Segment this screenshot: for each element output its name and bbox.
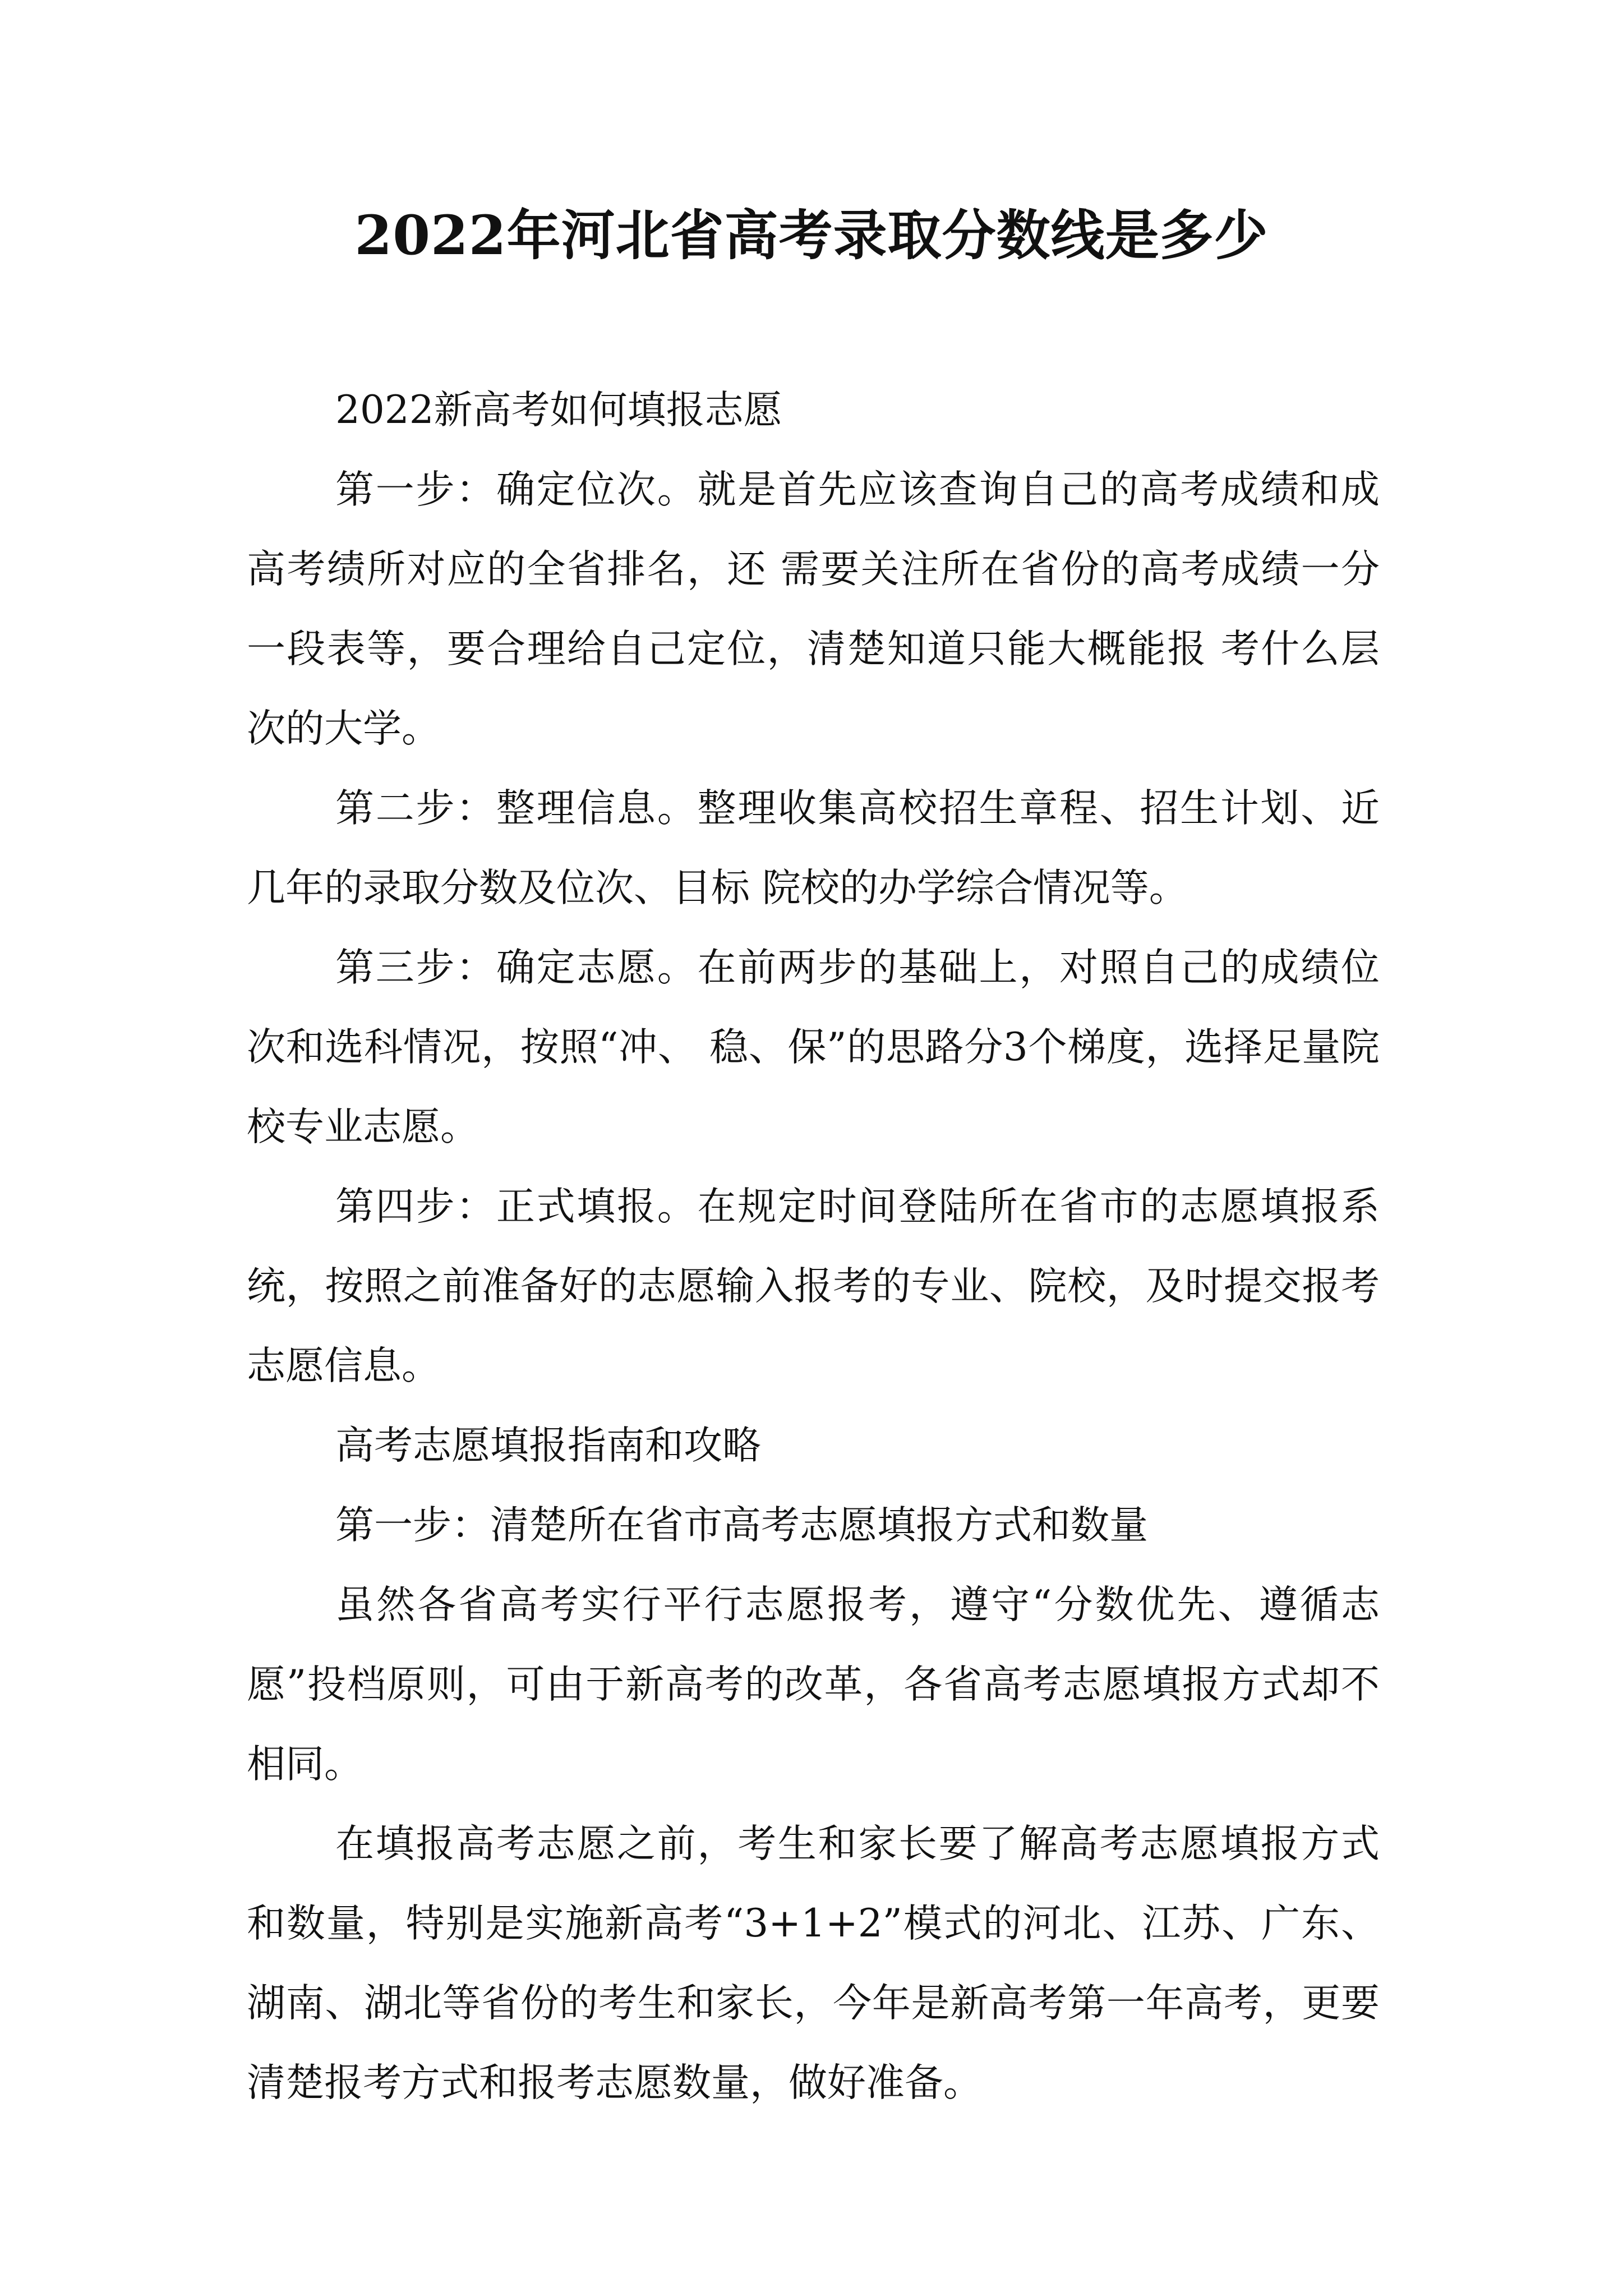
guide-heading-paragraph: 高考志愿填报指南和攻略	[335, 1423, 761, 1468]
step-three-paragraph: 第三步：确定志愿。在前两步的基础上，对照自己的成绩位次和选科情况，按照“冲、 稳、保”的思路分3个梯度，选择足量院校专业志愿。	[247, 945, 1380, 1149]
preparation-paragraph: 在填报高考志愿之前，考生和家长要了解高考志愿填报方式和数量，特别是实施新高考“3+1+2”模式的河北、江苏、广东、湖南、湖北等省份的考生和家长，今年是新高考第一年高考，更要清楚报考方式和报考志愿数量，做好准备。	[247, 1821, 1380, 2105]
step-two-paragraph: 第二步：整理信息。整理收集高校招生章程、招生计划、近几年的录取分数及位次、目标 院校的办学综合情况等。	[247, 786, 1380, 910]
guide-step-one-paragraph: 第一步：清楚所在省市高考志愿填报方式和数量	[335, 1503, 1148, 1548]
step-one-paragraph: 第一步：确定位次。就是首先应该查询自己的高考成绩和成高考绩所对应的全省排名，还 需要关注所在省份的高考成绩一分一段表等，要合理给自己定位，清楚知道只能大概能报 考什么层次的大学。	[247, 467, 1380, 751]
section-heading-paragraph: 2022新高考如何填报志愿	[335, 388, 782, 432]
parallel-volunteer-paragraph: 虽然各省高考实行平行志愿报考，遵守“分数优先、遵循志愿”投档原则，可由于新高考的改革，各省高考志愿填报方式却不相同。	[247, 1582, 1380, 1787]
document-title: 2022年河北省高考录取分数线是多少	[354, 204, 1269, 267]
document-body	[247, 370, 1380, 2123]
step-four-paragraph: 第四步：正式填报。在规定时间登陆所在省市的志愿填报系统，按照之前准备好的志愿输入报考的专业、院校，及时提交报考志愿信息。	[247, 1184, 1380, 1388]
